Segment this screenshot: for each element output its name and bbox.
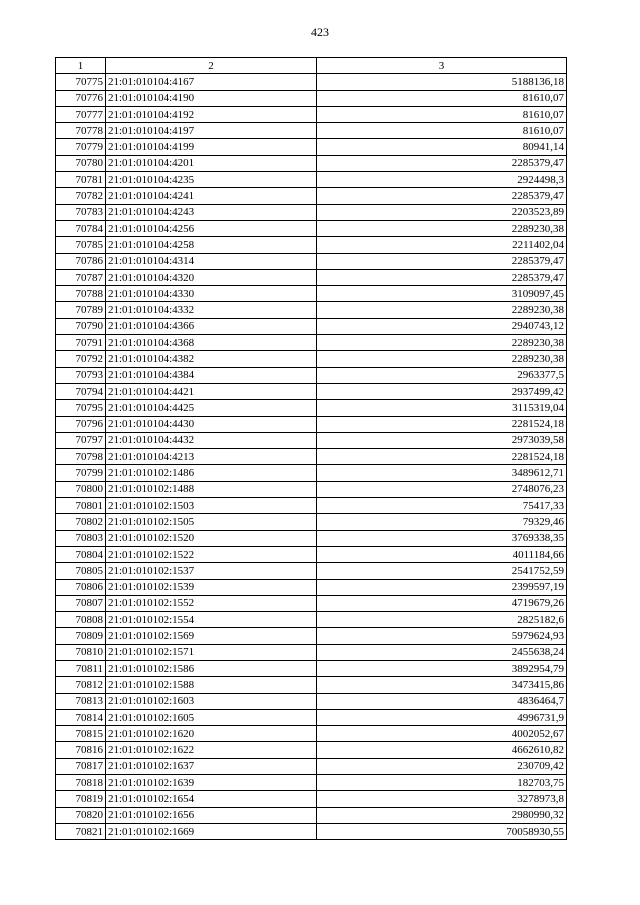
row-number: 70796	[56, 416, 106, 432]
cadastral-number: 21:01:010104:4384	[106, 367, 317, 383]
cadastral-number: 21:01:010102:1554	[106, 612, 317, 628]
cadastral-value: 80941,14	[317, 139, 567, 155]
cadastral-number: 21:01:010104:4382	[106, 351, 317, 367]
table-row	[56, 775, 567, 791]
row-number: 70777	[56, 106, 106, 122]
row-number: 70783	[56, 204, 106, 220]
cadastral-number: 21:01:010102:1522	[106, 546, 317, 562]
table-row	[56, 351, 567, 367]
row-number: 70784	[56, 220, 106, 236]
row-number: 70797	[56, 432, 106, 448]
cadastral-value: 2289230,38	[317, 335, 567, 351]
cadastral-number: 21:01:010102:1537	[106, 563, 317, 579]
row-number: 70801	[56, 498, 106, 514]
row-number: 70788	[56, 286, 106, 302]
row-number: 70809	[56, 628, 106, 644]
cadastral-value: 2281524,18	[317, 449, 567, 465]
cadastral-value: 4662610,82	[317, 742, 567, 758]
cadastral-value: 4719679,26	[317, 595, 567, 611]
cadastral-number: 21:01:010104:4243	[106, 204, 317, 220]
table-row	[56, 367, 567, 383]
cadastral-value: 3892954,79	[317, 660, 567, 676]
row-number: 70806	[56, 579, 106, 595]
cadastral-number: 21:01:010104:4235	[106, 172, 317, 188]
row-number: 70790	[56, 318, 106, 334]
table-row	[56, 220, 567, 236]
cadastral-value: 2281524,18	[317, 416, 567, 432]
cadastral-number: 21:01:010104:4190	[106, 90, 317, 106]
cadastral-number: 21:01:010102:1488	[106, 481, 317, 497]
row-number: 70804	[56, 546, 106, 562]
cadastral-value: 182703,75	[317, 775, 567, 791]
cadastral-value: 2211402,04	[317, 237, 567, 253]
column-header-3: 3	[317, 58, 567, 74]
row-number: 70813	[56, 693, 106, 709]
table-row	[56, 693, 567, 709]
row-number: 70814	[56, 709, 106, 725]
row-number: 70789	[56, 302, 106, 318]
table-row	[56, 269, 567, 285]
cadastral-number: 21:01:010104:4421	[106, 383, 317, 399]
table-row	[56, 742, 567, 758]
cadastral-value: 4002052,67	[317, 726, 567, 742]
row-number: 70821	[56, 823, 106, 839]
table-row	[56, 481, 567, 497]
cadastral-number: 21:01:010104:4199	[106, 139, 317, 155]
page-number: 423	[311, 25, 329, 39]
table-row	[56, 644, 567, 660]
cadastral-value: 81610,07	[317, 90, 567, 106]
row-number: 70775	[56, 74, 106, 90]
table-row	[56, 530, 567, 546]
table-row	[56, 465, 567, 481]
table-row	[56, 628, 567, 644]
cadastral-number: 21:01:010102:1639	[106, 775, 317, 791]
table-row	[56, 709, 567, 725]
cadastral-value: 2455638,24	[317, 644, 567, 660]
table-row	[56, 90, 567, 106]
table-row	[56, 123, 567, 139]
cadastral-value: 4836464,7	[317, 693, 567, 709]
row-number: 70781	[56, 172, 106, 188]
table-row	[56, 106, 567, 122]
table-row	[56, 432, 567, 448]
table-row	[56, 726, 567, 742]
cadastral-value: 2399597,19	[317, 579, 567, 595]
cadastral-number: 21:01:010102:1503	[106, 498, 317, 514]
cadastral-number: 21:01:010102:1520	[106, 530, 317, 546]
table-row	[56, 563, 567, 579]
row-number: 70810	[56, 644, 106, 660]
row-number: 70785	[56, 237, 106, 253]
cadastral-value: 3473415,86	[317, 677, 567, 693]
cadastral-value: 2285379,47	[317, 253, 567, 269]
cadastral-number: 21:01:010102:1620	[106, 726, 317, 742]
cadastral-value: 2940743,12	[317, 318, 567, 334]
cadastral-value: 2825182,6	[317, 612, 567, 628]
cadastral-number: 21:01:010104:4314	[106, 253, 317, 269]
cadastral-number: 21:01:010102:1656	[106, 807, 317, 823]
cadastral-value: 81610,07	[317, 123, 567, 139]
row-number: 70795	[56, 400, 106, 416]
table-header	[56, 58, 567, 74]
cadastral-value: 81610,07	[317, 106, 567, 122]
row-number: 70798	[56, 449, 106, 465]
table-row	[56, 612, 567, 628]
row-number: 70812	[56, 677, 106, 693]
table-row	[56, 791, 567, 807]
table-row	[56, 172, 567, 188]
cadastral-number: 21:01:010102:1539	[106, 579, 317, 595]
cadastral-number: 21:01:010102:1622	[106, 742, 317, 758]
table-row	[56, 498, 567, 514]
row-number: 70792	[56, 351, 106, 367]
cadastral-value: 2541752,59	[317, 563, 567, 579]
cadastral-number: 21:01:010104:4256	[106, 220, 317, 236]
table-row	[56, 677, 567, 693]
table-body	[56, 74, 567, 840]
row-number: 70780	[56, 155, 106, 171]
cadastral-value: 70058930,55	[317, 823, 567, 839]
table-row	[56, 758, 567, 774]
cadastral-number: 21:01:010104:4425	[106, 400, 317, 416]
cadastral-number: 21:01:010104:4192	[106, 106, 317, 122]
cadastral-value: 79329,46	[317, 514, 567, 530]
table-row	[56, 253, 567, 269]
cadastral-number: 21:01:010104:4430	[106, 416, 317, 432]
cadastral-number: 21:01:010102:1552	[106, 595, 317, 611]
row-number: 70802	[56, 514, 106, 530]
table-row	[56, 449, 567, 465]
table-row	[56, 155, 567, 171]
table-row	[56, 139, 567, 155]
cadastral-value: 2289230,38	[317, 302, 567, 318]
cadastral-value: 2973039,58	[317, 432, 567, 448]
row-number: 70782	[56, 188, 106, 204]
cadastral-number: 21:01:010102:1654	[106, 791, 317, 807]
cadastral-value: 2285379,47	[317, 188, 567, 204]
cadastral-value: 3489612,71	[317, 465, 567, 481]
table-row	[56, 514, 567, 530]
cadastral-number: 21:01:010104:4320	[106, 269, 317, 285]
cadastral-value: 3769338,35	[317, 530, 567, 546]
row-number: 70779	[56, 139, 106, 155]
cadastral-number: 21:01:010104:4201	[106, 155, 317, 171]
cadastral-number: 21:01:010104:4368	[106, 335, 317, 351]
cadastral-value: 75417,33	[317, 498, 567, 514]
table-row	[56, 335, 567, 351]
cadastral-number: 21:01:010104:4330	[106, 286, 317, 302]
row-number: 70803	[56, 530, 106, 546]
row-number: 70778	[56, 123, 106, 139]
cadastral-value: 2289230,38	[317, 220, 567, 236]
cadastral-value: 2937499,42	[317, 383, 567, 399]
row-number: 70816	[56, 742, 106, 758]
table-row	[56, 823, 567, 839]
cadastral-value-table	[55, 57, 567, 840]
cadastral-value: 3115319,04	[317, 400, 567, 416]
table-row	[56, 579, 567, 595]
row-number: 70799	[56, 465, 106, 481]
cadastral-value: 2924498,3	[317, 172, 567, 188]
row-number: 70776	[56, 90, 106, 106]
column-header-2: 2	[106, 58, 317, 74]
cadastral-value: 2963377,5	[317, 367, 567, 383]
row-number: 70807	[56, 595, 106, 611]
cadastral-number: 21:01:010102:1588	[106, 677, 317, 693]
table-row	[56, 237, 567, 253]
row-number: 70793	[56, 367, 106, 383]
cadastral-number: 21:01:010102:1586	[106, 660, 317, 676]
row-number: 70808	[56, 612, 106, 628]
cadastral-number: 21:01:010104:4167	[106, 74, 317, 90]
cadastral-value: 230709,42	[317, 758, 567, 774]
row-number: 70815	[56, 726, 106, 742]
table-row	[56, 807, 567, 823]
cadastral-value: 2285379,47	[317, 155, 567, 171]
cadastral-number: 21:01:010102:1669	[106, 823, 317, 839]
row-number: 70786	[56, 253, 106, 269]
cadastral-number: 21:01:010102:1571	[106, 644, 317, 660]
cadastral-number: 21:01:010104:4332	[106, 302, 317, 318]
cadastral-number: 21:01:010104:4197	[106, 123, 317, 139]
cadastral-number: 21:01:010104:4258	[106, 237, 317, 253]
cadastral-value: 2289230,38	[317, 351, 567, 367]
cadastral-value: 5979624,93	[317, 628, 567, 644]
table-row	[56, 660, 567, 676]
table-row	[56, 286, 567, 302]
row-number: 70820	[56, 807, 106, 823]
cadastral-number: 21:01:010102:1569	[106, 628, 317, 644]
cadastral-value: 4996731,9	[317, 709, 567, 725]
table-row	[56, 74, 567, 90]
cadastral-number: 21:01:010102:1603	[106, 693, 317, 709]
row-number: 70791	[56, 335, 106, 351]
cadastral-value: 2980990,32	[317, 807, 567, 823]
table-row	[56, 318, 567, 334]
row-number: 70819	[56, 791, 106, 807]
cadastral-value: 5188136,18	[317, 74, 567, 90]
cadastral-value: 2203523,89	[317, 204, 567, 220]
cadastral-value: 4011184,66	[317, 546, 567, 562]
table-row	[56, 204, 567, 220]
cadastral-value: 3109097,45	[317, 286, 567, 302]
row-number: 70817	[56, 758, 106, 774]
row-number: 70800	[56, 481, 106, 497]
cadastral-number: 21:01:010104:4366	[106, 318, 317, 334]
table-row	[56, 383, 567, 399]
row-number: 70794	[56, 383, 106, 399]
cadastral-number: 21:01:010102:1605	[106, 709, 317, 725]
row-number: 70818	[56, 775, 106, 791]
row-number: 70787	[56, 269, 106, 285]
table-row	[56, 302, 567, 318]
cadastral-value: 2285379,47	[317, 269, 567, 285]
table-row	[56, 400, 567, 416]
row-number: 70811	[56, 660, 106, 676]
table-row	[56, 416, 567, 432]
column-header-1: 1	[56, 58, 106, 74]
cadastral-value: 2748076,23	[317, 481, 567, 497]
cadastral-number: 21:01:010104:4241	[106, 188, 317, 204]
cadastral-number: 21:01:010102:1505	[106, 514, 317, 530]
cadastral-value: 3278973,8	[317, 791, 567, 807]
cadastral-number: 21:01:010104:4432	[106, 432, 317, 448]
table-row	[56, 595, 567, 611]
table-row	[56, 188, 567, 204]
cadastral-number: 21:01:010104:4213	[106, 449, 317, 465]
table-row	[56, 546, 567, 562]
cadastral-number: 21:01:010102:1486	[106, 465, 317, 481]
header-row	[56, 58, 567, 74]
row-number: 70805	[56, 563, 106, 579]
cadastral-number: 21:01:010102:1637	[106, 758, 317, 774]
